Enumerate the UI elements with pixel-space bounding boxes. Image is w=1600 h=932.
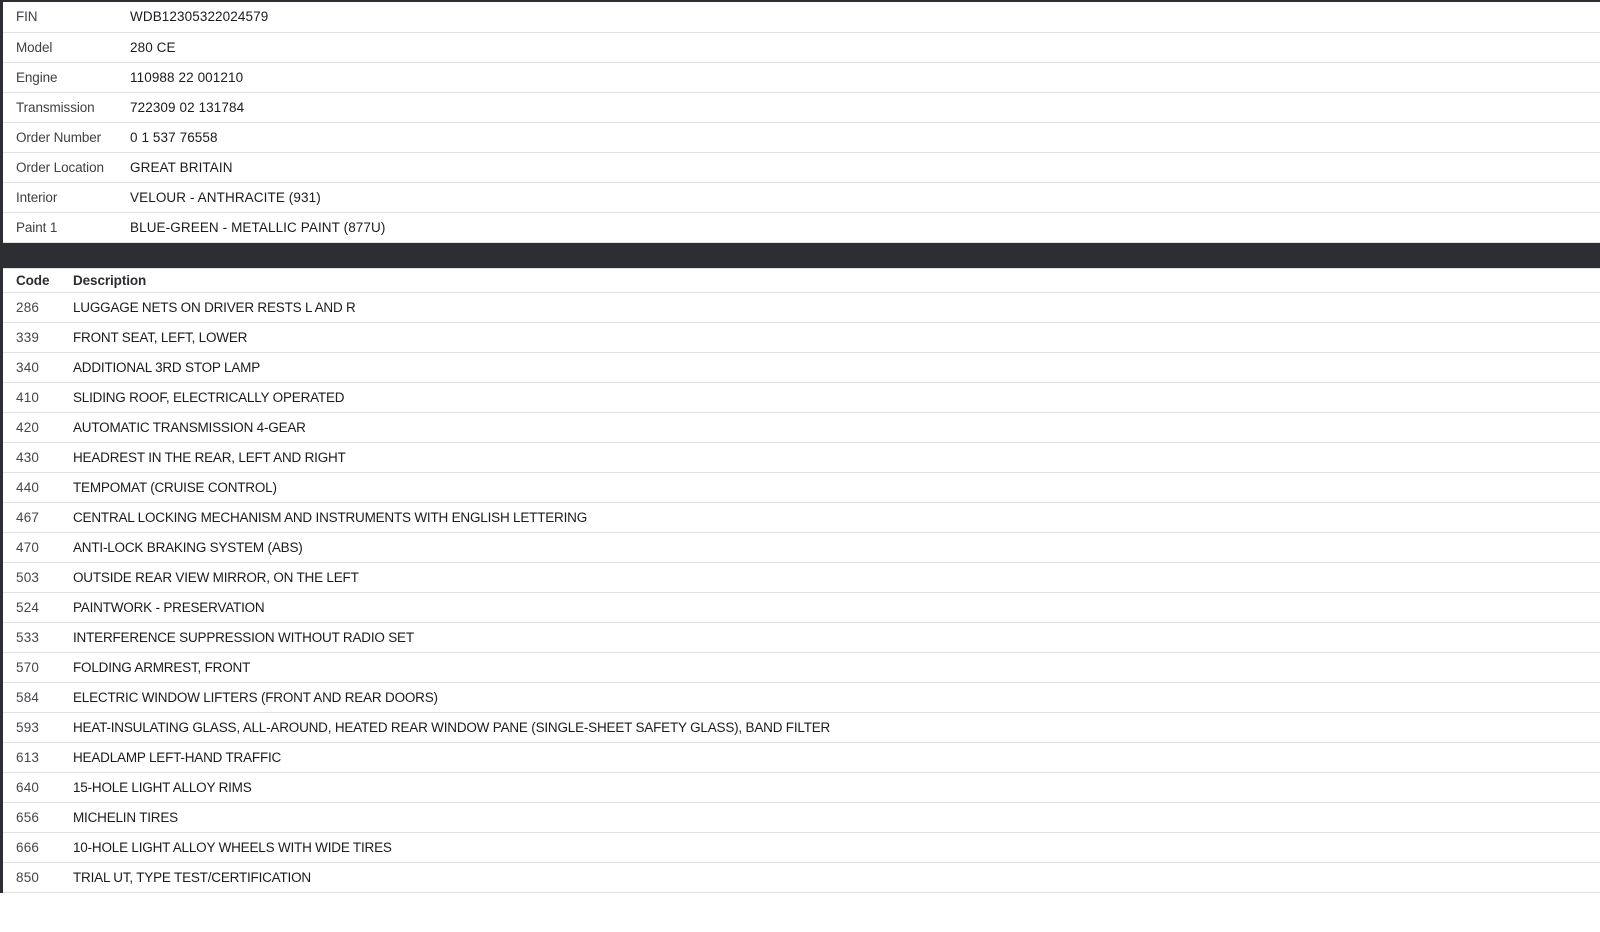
option-description: LUGGAGE NETS ON DRIVER RESTS L AND R (72, 292, 1600, 322)
info-value: 722309 02 131784 (129, 92, 1600, 122)
info-value: 110988 22 001210 (129, 62, 1600, 92)
option-code: 503 (3, 562, 72, 592)
code-row (3, 772, 1600, 802)
option-description: OUTSIDE REAR VIEW MIRROR, ON THE LEFT (72, 562, 1600, 592)
codes-body (3, 292, 1600, 892)
info-row (3, 122, 1600, 152)
info-value: 0 1 537 76558 (129, 122, 1600, 152)
info-value: WDB12305322024579 (129, 2, 1600, 32)
option-code: 420 (3, 412, 72, 442)
option-description: TRIAL UT, TYPE TEST/CERTIFICATION (72, 862, 1600, 892)
option-code: 666 (3, 832, 72, 862)
option-code: 340 (3, 352, 72, 382)
code-row (3, 592, 1600, 622)
option-description: PAINTWORK - PRESERVATION (72, 592, 1600, 622)
option-code: 430 (3, 442, 72, 472)
info-label: Model (3, 32, 129, 62)
code-row (3, 742, 1600, 772)
option-description: HEAT-INSULATING GLASS, ALL-AROUND, HEATED REAR WINDOW PANE (SINGLE-SHEET SAFETY GLASS), BAND FILTER (72, 712, 1600, 742)
option-code: 656 (3, 802, 72, 832)
code-row (3, 442, 1600, 472)
code-row (3, 562, 1600, 592)
vehicle-info-body (3, 2, 1600, 242)
option-description: 15-HOLE LIGHT ALLOY RIMS (72, 772, 1600, 802)
code-row (3, 802, 1600, 832)
code-row (3, 382, 1600, 412)
info-label: Interior (3, 182, 129, 212)
option-description: AUTOMATIC TRANSMISSION 4-GEAR (72, 412, 1600, 442)
option-code: 570 (3, 652, 72, 682)
option-description: 10-HOLE LIGHT ALLOY WHEELS WITH WIDE TIRES (72, 832, 1600, 862)
code-row (3, 412, 1600, 442)
option-description: CENTRAL LOCKING MECHANISM AND INSTRUMENTS WITH ENGLISH LETTERING (72, 502, 1600, 532)
option-code: 533 (3, 622, 72, 652)
section-divider-bar (0, 243, 1600, 268)
info-row (3, 32, 1600, 62)
info-value: BLUE-GREEN - METALLIC PAINT (877U) (129, 212, 1600, 242)
option-description: ELECTRIC WINDOW LIFTERS (FRONT AND REAR DOORS) (72, 682, 1600, 712)
code-row (3, 652, 1600, 682)
option-description: FRONT SEAT, LEFT, LOWER (72, 322, 1600, 352)
option-description: TEMPOMAT (CRUISE CONTROL) (72, 472, 1600, 502)
option-code: 850 (3, 862, 72, 892)
code-row (3, 532, 1600, 562)
code-row (3, 832, 1600, 862)
info-row (3, 152, 1600, 182)
info-value: 280 CE (129, 32, 1600, 62)
code-row (3, 352, 1600, 382)
option-code: 613 (3, 742, 72, 772)
code-row (3, 862, 1600, 892)
option-code: 640 (3, 772, 72, 802)
info-row (3, 182, 1600, 212)
info-label: Order Location (3, 152, 129, 182)
info-label: Engine (3, 62, 129, 92)
info-row (3, 62, 1600, 92)
option-code: 410 (3, 382, 72, 412)
code-row (3, 682, 1600, 712)
info-row (3, 212, 1600, 242)
option-description: INTERFERENCE SUPPRESSION WITHOUT RADIO SET (72, 622, 1600, 652)
info-row (3, 2, 1600, 32)
option-code: 470 (3, 532, 72, 562)
option-code: 440 (3, 472, 72, 502)
vehicle-info-table (3, 2, 1600, 243)
info-label: Transmission (3, 92, 129, 122)
info-label: FIN (3, 2, 129, 32)
code-row (3, 322, 1600, 352)
option-description: MICHELIN TIRES (72, 802, 1600, 832)
code-column-header: Code (3, 268, 72, 292)
info-label: Order Number (3, 122, 129, 152)
option-code: 524 (3, 592, 72, 622)
code-row (3, 292, 1600, 322)
codes-table-head (3, 268, 1600, 292)
option-code: 584 (3, 682, 72, 712)
code-row (3, 622, 1600, 652)
code-row (3, 502, 1600, 532)
info-value: VELOUR - ANTHRACITE (931) (129, 182, 1600, 212)
option-code: 286 (3, 292, 72, 322)
code-row (3, 712, 1600, 742)
option-description: HEADREST IN THE REAR, LEFT AND RIGHT (72, 442, 1600, 472)
option-description: FOLDING ARMREST, FRONT (72, 652, 1600, 682)
description-column-header: Description (72, 268, 1600, 292)
option-code: 339 (3, 322, 72, 352)
info-value: GREAT BRITAIN (129, 152, 1600, 182)
codes-header-row (3, 268, 1600, 292)
info-label: Paint 1 (3, 212, 129, 242)
option-description: ANTI-LOCK BRAKING SYSTEM (ABS) (72, 532, 1600, 562)
option-code: 467 (3, 502, 72, 532)
code-row (3, 472, 1600, 502)
option-description: HEADLAMP LEFT-HAND TRAFFIC (72, 742, 1600, 772)
option-description: SLIDING ROOF, ELECTRICALLY OPERATED (72, 382, 1600, 412)
info-row (3, 92, 1600, 122)
equipment-codes-table (3, 268, 1600, 893)
option-description: ADDITIONAL 3RD STOP LAMP (72, 352, 1600, 382)
option-code: 593 (3, 712, 72, 742)
